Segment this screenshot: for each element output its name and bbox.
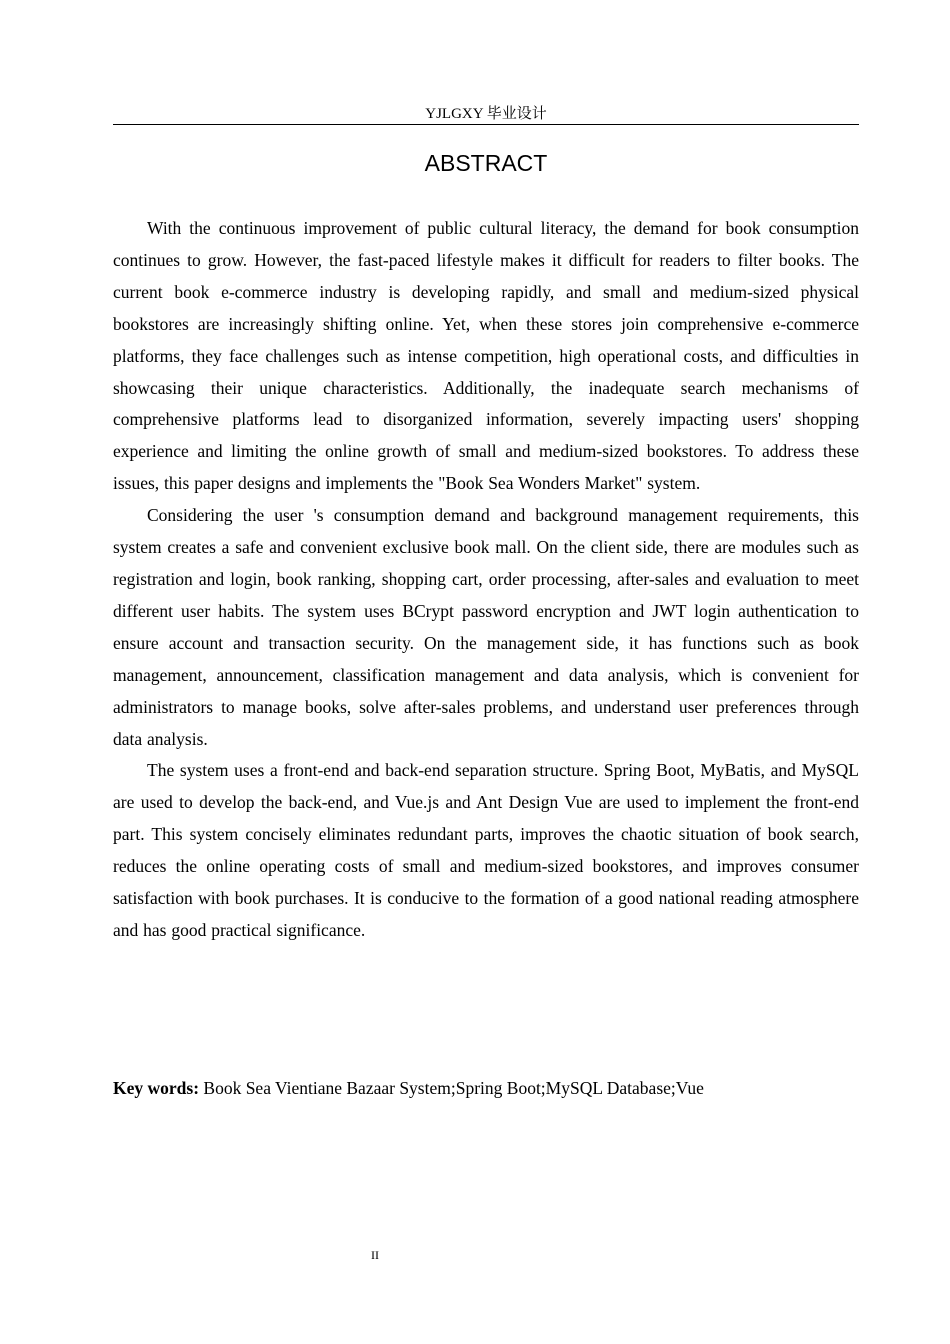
abstract-body bbox=[113, 213, 859, 947]
keywords-label: Key words: bbox=[113, 1078, 200, 1098]
abstract-paragraph-3: The system uses a front-end and back-end separation structure. Spring Boot, MyBatis, and MySQL are used to develop the back-end, and Vue.js and Ant Design Vue are used to implement the front-end part. This system concisely eliminates redundant parts, improves the chaotic situation of book search, reduces the online operating costs of small and medium-sized bookstores, and improves consumer satisfaction with book purchases. It is conducive to the formation of a good national reading atmosphere and has good practical significance. bbox=[113, 760, 859, 940]
keywords-line bbox=[113, 1074, 859, 1102]
header-rule bbox=[113, 124, 859, 125]
abstract-title: ABSTRACT bbox=[424, 150, 548, 176]
keywords-text: Book Sea Vientiane Bazaar System;Spring Boot;MySQL Database;Vue bbox=[203, 1078, 704, 1098]
abstract-paragraph-2: Considering the user 's consumption demand and background management requirements, this system creates a safe and convenient exclusive book mall. On the client side, there are modules such as registration and login, book ranking, shopping cart, order processing, after-sales and evaluation to meet different user habits. The system uses BCrypt password encryption and JWT login authentication to ensure account and transaction security. On the management side, it has functions such as book management, announcement, classification management and data analysis, which is convenient for administrators to manage books, solve after-sales problems, and understand user preferences through data analysis. bbox=[113, 505, 859, 749]
page-number: II bbox=[371, 1248, 379, 1262]
page-header: YJLGXY 毕业设计 bbox=[425, 106, 547, 122]
abstract-paragraph-1: With the continuous improvement of public cultural literacy, the demand for book consumption continues to grow. However, the fast-paced lifestyle makes it difficult for readers to filter books. The current book e-commerce industry is developing rapidly, and small and medium-sized physical bookstores are increasingly shifting online. Yet, when these stores join comprehensive e-commerce platforms, they face challenges such as intense competition, high operational costs, and difficulties in showcasing their unique characteristics. Additionally, the inadequate search mechanisms of comprehensive platforms lead to disorganized information, severely impacting users' shopping experience and limiting the online growth of small and medium-sized bookstores. To address these issues, this paper designs and implements the "Book Sea Wonders Market" system. bbox=[113, 218, 859, 494]
